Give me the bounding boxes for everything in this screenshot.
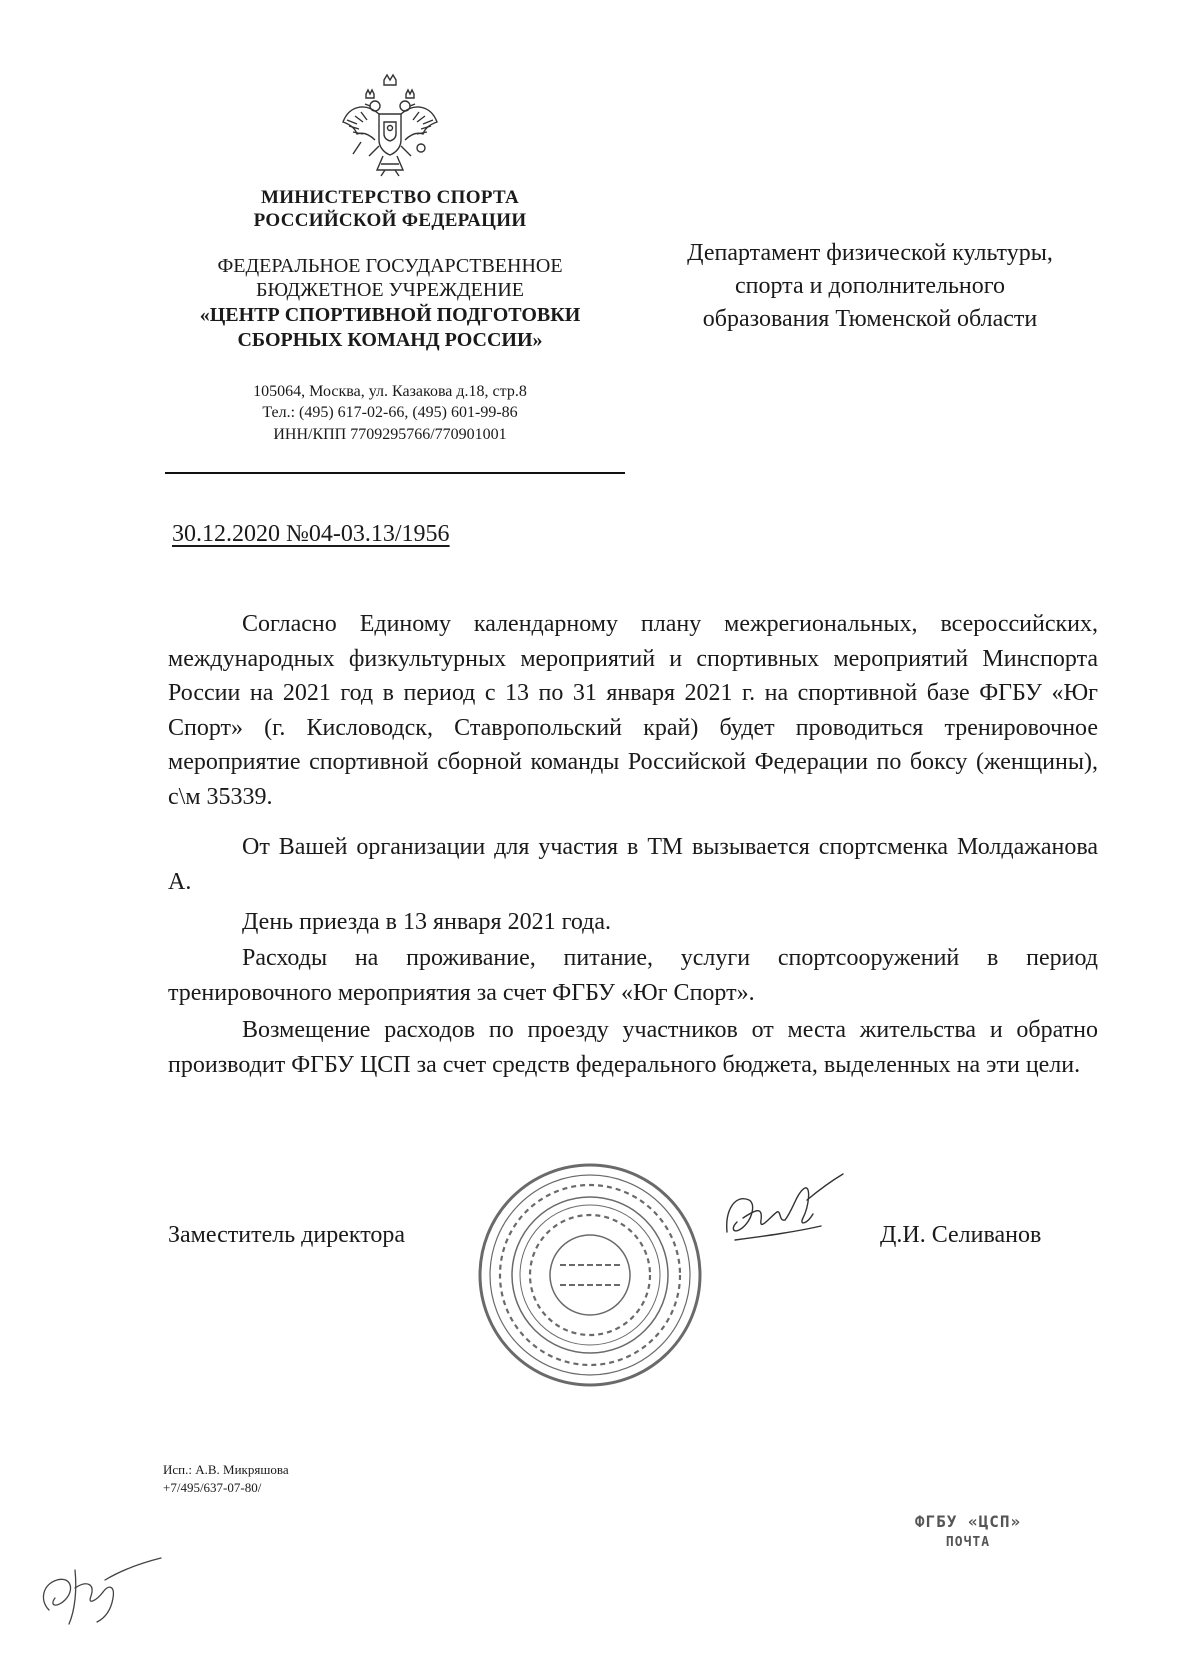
org-type-line1: ФЕДЕРАЛЬНОЕ ГОСУДАРСТВЕННОЕ — [217, 255, 563, 277]
org-name-line1: «ЦЕНТР СПОРТИВНОЙ ПОДГОТОВКИ — [199, 304, 581, 326]
recipient-line1: Департамент физической культуры, — [687, 240, 1053, 266]
body-paragraph-2: От Вашей организации для участия в ТМ вызывается спортсменка Молдажанова А. — [168, 834, 1098, 895]
org-type-line2: БЮДЖЕТНОЕ УЧРЕЖДЕНИЕ — [255, 279, 525, 301]
body-paragraph-1: Согласно Единому календарному плану межрегиональных, всероссийских, международных физкультурных мероприятий и спортивных мероприятий Минспорта России на 2021 год в период с 13 по 31 января 2021 г. на спортивной базе ФГБУ «Юг Спорт» (г. Кисловодск, Ставропольский край) будет проводиться тренировочное мероприятие спортивной сборной команды Российской Федерации по боксу (женщины), с\м 35339. — [168, 611, 1098, 810]
body-paragraph-5: Возмещение расходов по проезду участников от места жительства и обратно производит ФГБУ ЦСП за счет средств федерального бюджета, выделенных на эти цели. — [168, 1017, 1098, 1078]
body-paragraph-4: Расходы на проживание, питание, услуги спортсооружений в период тренировочного мероприятия за счет ФГБУ «Юг Спорт». — [168, 945, 1098, 1006]
coat-of-arms-icon — [335, 72, 445, 182]
org-address: 105064, Москва, ул. Казакова д.18, стр.8 — [253, 383, 527, 400]
mail-stamp — [908, 1512, 1028, 1550]
official-seal-icon — [475, 1160, 705, 1390]
body-paragraph-3: День приезда в 13 января 2021 года. — [242, 909, 611, 935]
header-divider — [165, 472, 625, 474]
org-name-line2: СБОРНЫХ КОМАНД РОССИИ» — [237, 329, 543, 351]
ministry-name-line1: МИНИСТЕРСТВО СПОРТА — [260, 187, 520, 208]
mail-stamp-org: ФГБУ «ЦСП» — [914, 1512, 1022, 1531]
handwritten-signature-icon — [715, 1170, 850, 1260]
executor-phone: +7/495/637-07-80/ — [163, 1480, 262, 1495]
document-reference-number: 30.12.2020 №04-03.13/1956 — [172, 521, 450, 547]
executor-name: Исп.: А.В. Микряшова — [163, 1462, 289, 1477]
ministry-name-line2: РОССИЙСКОЙ ФЕДЕРАЦИИ — [253, 210, 527, 231]
signer-name: Д.И. Селиванов — [880, 1222, 1042, 1248]
org-inn: ИНН/КПП 7709295766/770901001 — [273, 426, 507, 443]
org-phone: Тел.: (495) 617-02-66, (495) 601-99-86 — [262, 404, 518, 421]
mail-stamp-label: ПОЧТА — [945, 1535, 991, 1550]
recipient-line3: образования Тюменской области — [702, 306, 1038, 332]
recipient-line2: спорта и дополнительного — [734, 273, 1005, 299]
corner-signature-icon — [35, 1540, 165, 1630]
signer-position: Заместитель директора — [168, 1222, 406, 1248]
